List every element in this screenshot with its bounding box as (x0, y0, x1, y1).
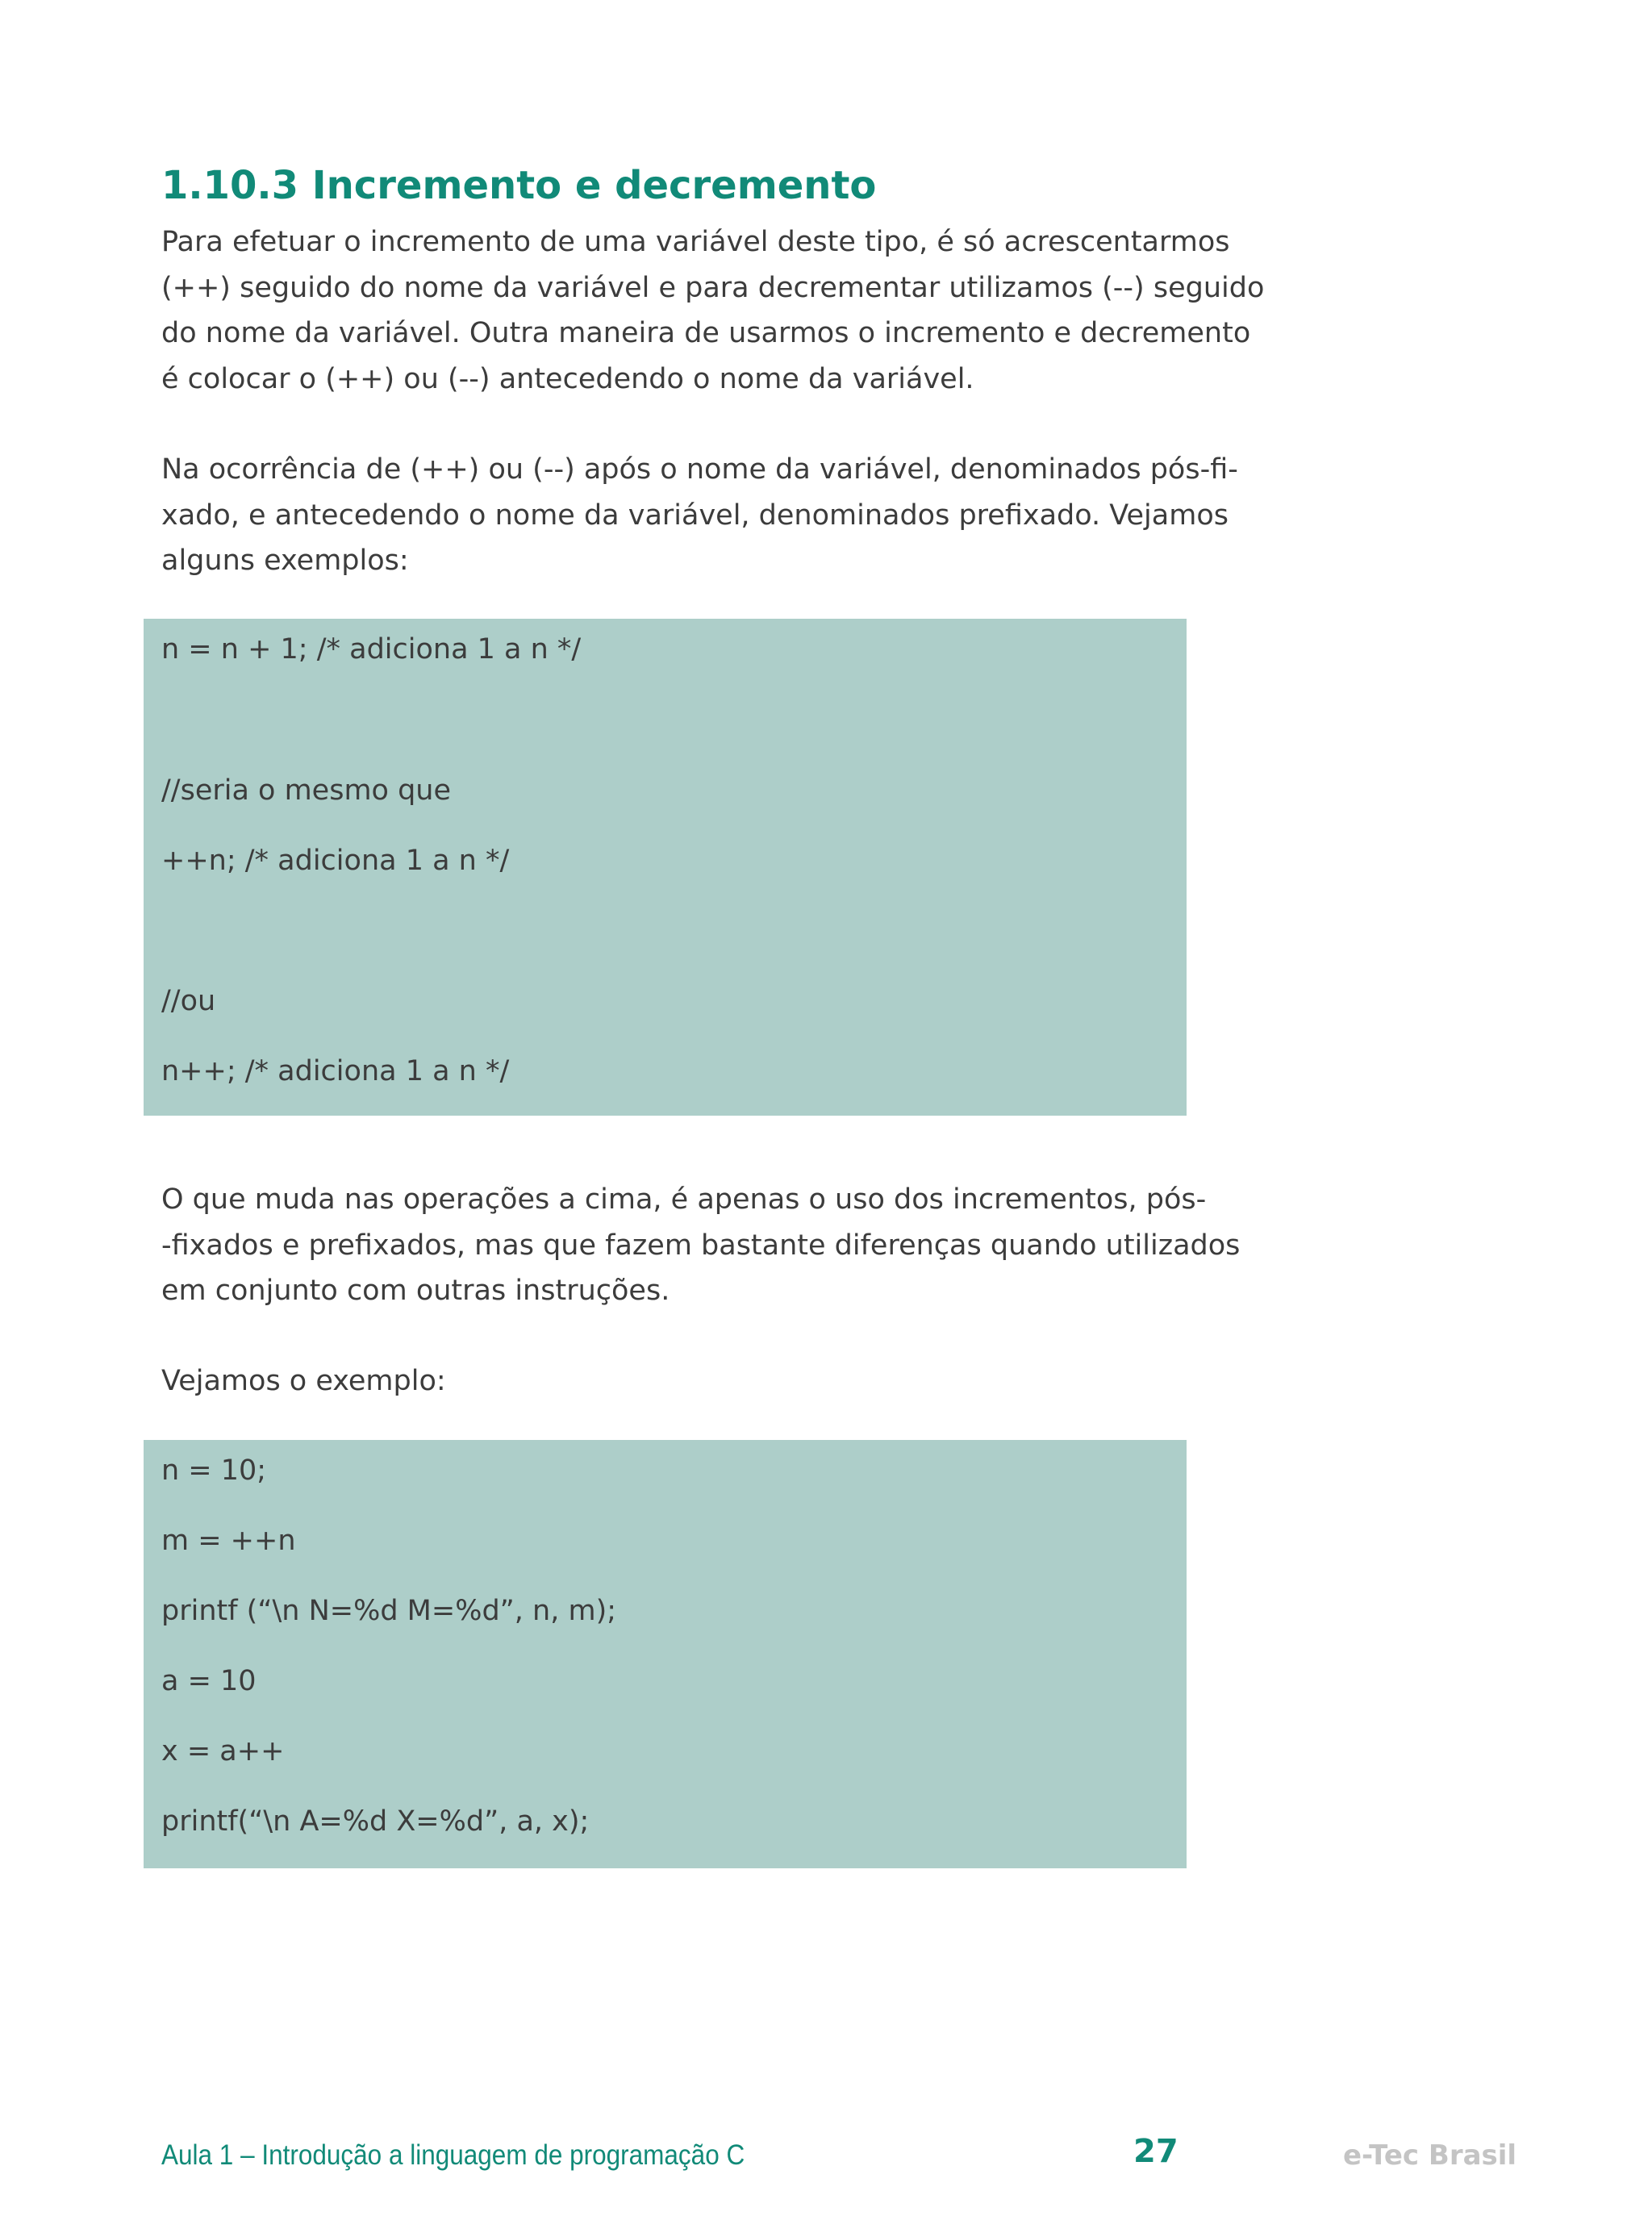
paragraph-line: Para efetuar o incremento de uma variável deste tipo, é só acrescentarmos (161, 226, 1230, 258)
paragraph-line: O que muda nas operações a cima, é apenas o uso dos incrementos, pós- (161, 1183, 1207, 1216)
code-line: n++; /* adiciona 1 a n */ (161, 1055, 510, 1087)
paragraph-line: em conjunto com outras instruções. (161, 1275, 670, 1307)
code-line: //seria o mesmo que (161, 774, 452, 807)
code-line: printf(“\n A=%d X=%d”, a, x); (161, 1805, 590, 1838)
code-line: m = ++n (161, 1525, 296, 1557)
paragraph-line: alguns exemplos: (161, 545, 409, 577)
code-line: a = 10 (161, 1665, 257, 1697)
paragraph-line: Vejamos o exemplo: (161, 1365, 446, 1397)
footer-chapter-title: Aula 1 – Introdução a linguagem de programação C (161, 2139, 745, 2171)
paragraph-differences (161, 1177, 1241, 1314)
paragraph-line: Na ocorrência de (++) ou (--) após o nome da variável, denominados pós-fi- (161, 453, 1238, 486)
paragraph-line: é colocar o (++) ou (--) antecedendo o nome da variável. (161, 362, 974, 395)
paragraph-line: xado, e antecedendo o nome da variável, denominados prefixado. Vejamos (161, 499, 1229, 532)
code-line: n = n + 1; /* adiciona 1 a n */ (161, 633, 582, 666)
code-example-box-2 (144, 1440, 1187, 1868)
code-line: x = a++ (161, 1735, 285, 1767)
paragraph-example-intro (161, 1358, 1171, 1404)
section-heading: 1.10.3 Incremento e decremento (161, 163, 877, 208)
footer-page-number: 27 (1133, 2133, 1179, 2170)
code-line: printf (“\n N=%d M=%d”, n, m); (161, 1595, 617, 1627)
code-example-box-1 (144, 619, 1187, 1116)
paragraph-increment-intro (161, 219, 1265, 402)
code-line: n = 10; (161, 1454, 267, 1487)
footer-brand: e-Tec Brasil (1343, 2139, 1517, 2172)
paragraph-line: -fixados e prefixados, mas que fazem bastante diferenças quando utilizados (161, 1229, 1241, 1262)
paragraph-line: (++) seguido do nome da variável e para decrementar utilizamos (--) seguido (161, 271, 1265, 304)
code-line: ++n; /* adiciona 1 a n */ (161, 845, 510, 877)
code-line: //ou (161, 985, 216, 1017)
paragraph-postfix-prefix (161, 447, 1238, 584)
paragraph-line: do nome da variável. Outra maneira de usarmos o incremento e decremento (161, 317, 1251, 349)
